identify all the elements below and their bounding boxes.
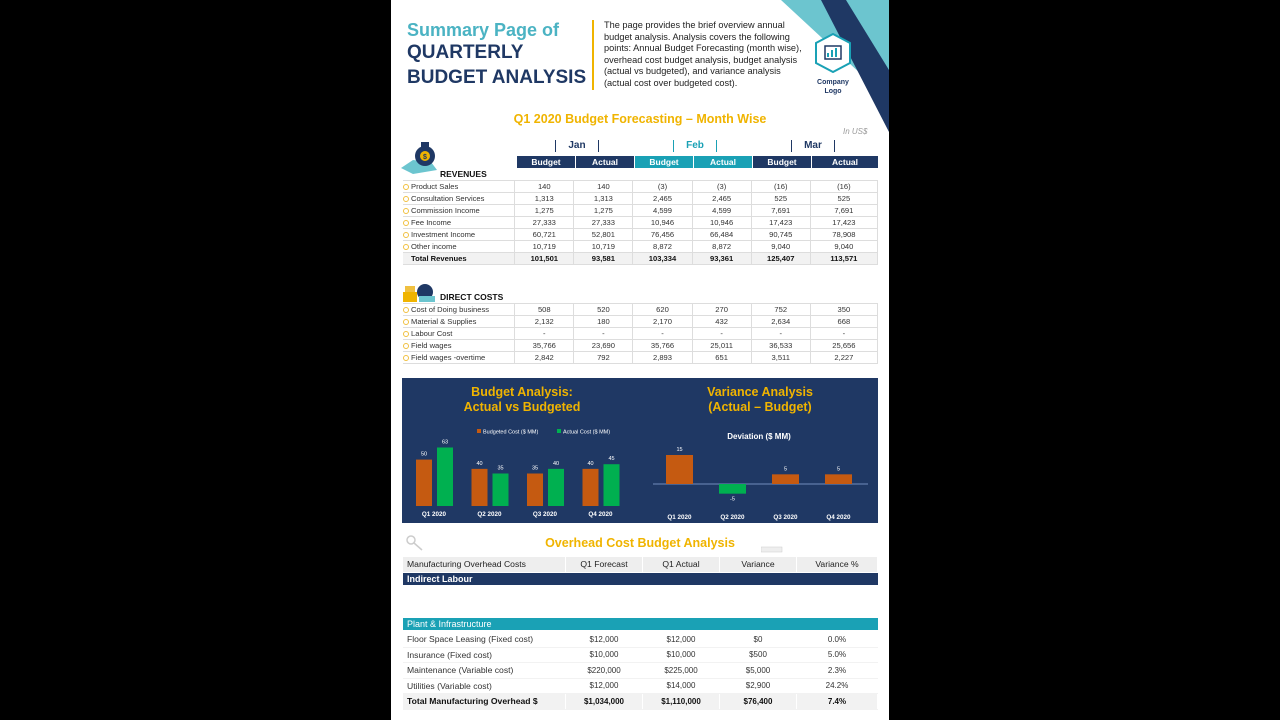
overhead-row-label: Floor Space Leasing (Fixed cost) [403,632,566,647]
row-label: Labour Cost [403,328,515,340]
bar-actual [548,469,564,506]
row-value: 2,132 [515,316,574,328]
overhead-row-value: $76,400 [720,694,797,710]
row-value: 52,801 [574,229,633,241]
row-label: Consultation Services [403,193,515,205]
x-tick-label: Q3 2020 [532,511,558,518]
row-value: - [751,328,810,340]
legend-label: Actual Cost ($ MM) [563,429,611,436]
row-value: 90,745 [751,229,810,241]
month-jan: Jan [555,140,599,152]
row-value: (3) [633,181,692,193]
legend-swatch [477,429,481,433]
row-value: 752 [751,304,810,316]
col-mar-budget: Budget [753,156,811,168]
row-value: 4,599 [633,205,692,217]
table-row [403,340,878,352]
overhead-row-label: Total Manufacturing Overhead $ [403,694,566,710]
variance-data-label: 15 [676,447,683,453]
title-line-1: Summary Page of [407,20,560,40]
bar-data-label: 40 [552,460,560,467]
bar-data-label: 35 [497,465,504,472]
row-label: Field wages [403,340,515,352]
overhead-row-label: Utilities (Variable cost) [403,678,566,694]
row-value: 432 [692,316,751,328]
row-value: 27,333 [574,217,633,229]
col-jan-budget: Budget [517,156,575,168]
unit-note: In US$ [843,127,868,136]
overhead-row-value: $12,000 [643,632,720,647]
bar-actual [493,474,509,507]
row-value: 2,170 [633,316,692,328]
row-label: Material & Supplies [403,316,515,328]
overhead-title: Overhead Cost Budget Analysis [545,536,735,550]
row-label: Cost of Doing business [403,304,515,316]
x-tick-label: Q4 2020 [826,514,851,521]
row-value: - [633,328,692,340]
overhead-row-value: $1,034,000 [566,694,643,710]
x-tick-label: Q2 2020 [720,514,745,521]
col-jan-actual: Actual [576,156,634,168]
row-value: 4,599 [692,205,751,217]
row-value: 10,719 [574,241,633,253]
row-value: 76,456 [633,229,692,241]
row-value: 8,872 [633,241,692,253]
title-divider [592,20,594,90]
row-value: - [515,328,574,340]
row-value: 101,501 [515,253,574,265]
row-value: 35,766 [633,340,692,352]
row-value: 103,334 [633,253,692,265]
overhead-row-value: $12,000 [566,678,643,694]
bar-budgeted [527,474,543,507]
row-value: 113,571 [810,253,877,265]
row-value: 2,465 [633,193,692,205]
logo-text-line-2: Logo [824,88,842,95]
row-value: 270 [692,304,751,316]
row-value: 2,634 [751,316,810,328]
row-value: 10,946 [692,217,751,229]
overhead-row-value: 0.0% [797,632,878,647]
row-value: 8,872 [692,241,751,253]
overhead-row-value: 7.4% [797,694,878,710]
row-value: 2,842 [515,352,574,364]
x-tick-label: Q2 2020 [477,511,502,518]
overhead-row-value: $14,000 [643,678,720,694]
row-value: 668 [810,316,877,328]
variance-subtitle: Deviation ($ MM) [727,432,791,441]
row-label: Fee Income [403,217,515,229]
overhead-row-label: Maintenance (Variable cost) [403,663,566,679]
bar-data-label: 35 [531,465,539,472]
bar-budgeted [583,469,599,506]
overhead-row [403,663,878,679]
company-logo-icon [813,33,853,73]
row-value: 25,011 [692,340,751,352]
overhead-row-value: $2,900 [720,678,797,694]
row-value: 10,719 [515,241,574,253]
overhead-row [403,678,878,694]
variance-bar [772,474,799,484]
x-tick-label: Q4 2020 [588,511,613,518]
row-value: 525 [751,193,810,205]
logo-text-line-1: Company [817,79,849,86]
variance-bar [719,484,746,494]
row-label: Investment Income [403,229,515,241]
intro-text: The page provides the brief overview annual budget analysis. Analysis covers the following points: Annual Budget Forecasting (month wise), overhead cost budget analysis, budget analysis (actual vs budgeted), and variance analysis (actual cost over budgeted cost). [604,20,802,88]
col-feb-budget: Budget [635,156,693,168]
overhead-row-value: $1,110,000 [643,694,720,710]
row-value: 180 [574,316,633,328]
row-label: Total Revenues [403,253,515,265]
revenues-heading: REVENUES [440,169,487,179]
overhead-row-value: $500 [720,647,797,663]
bar-data-label: 40 [587,460,594,467]
bar-budgeted [416,460,432,506]
table-row [403,316,878,328]
legend-swatch [557,429,561,433]
month-feb: Feb [673,140,717,152]
ruler-icon [761,546,783,554]
variance-data-label: 5 [836,466,841,473]
variance-bar [666,455,693,484]
row-value: 17,423 [810,217,877,229]
overhead-row-value: 24.2% [797,678,878,694]
row-value: 2,465 [692,193,751,205]
direct-costs-heading: DIRECT COSTS [440,292,504,302]
overhead-header-table [403,557,878,572]
row-value: 10,946 [633,217,692,229]
total-row [403,253,878,265]
table-row [403,229,878,241]
title-line-3: BUDGET ANALYSIS [407,67,587,88]
budget-chart-title-line-2: Actual vs Budgeted [463,400,581,414]
money-bag-icon [401,138,437,176]
row-value: 93,581 [574,253,633,265]
row-label: Other income [403,241,515,253]
overhead-row [403,632,878,647]
direct-costs-table [403,303,878,364]
overhead-row-value: 2.3% [797,663,878,679]
overhead-col-variance: Variance [720,557,797,572]
table-row [403,205,878,217]
row-value: 1,275 [574,205,633,217]
row-value: 2,227 [810,352,877,364]
row-value: 1,313 [574,193,633,205]
variance-chart-title-line-1: Variance Analysis [707,385,813,399]
row-label: Product Sales [403,181,515,193]
title-line-2: QUARTERLY [407,42,524,63]
svg-text:$: $ [423,154,427,161]
variance-data-label: 5 [783,466,788,473]
overhead-row-value: $10,000 [643,647,720,663]
row-value: 35,766 [515,340,574,352]
revenues-table [403,180,878,265]
month-mar: Mar [791,140,835,152]
company-logo-text [805,78,861,96]
bar-data-label: 45 [608,456,615,463]
variance-bar [825,474,852,484]
bar-data-label: 50 [420,451,428,458]
row-value: 525 [810,193,877,205]
bar-budgeted [472,469,488,506]
overhead-row-value: 5.0% [797,647,878,663]
row-value: 66,484 [692,229,751,241]
row-value: 36,533 [751,340,810,352]
variance-data-label: -5 [730,496,735,503]
bar-data-label: 40 [476,460,483,467]
overhead-row-value: $0 [720,632,797,647]
row-value: 620 [633,304,692,316]
row-value: 93,361 [692,253,751,265]
row-value: 23,690 [574,340,633,352]
bar-data-label: 63 [441,439,449,446]
row-value: 140 [515,181,574,193]
row-value: 651 [692,352,751,364]
overhead-row-value: $220,000 [566,663,643,679]
forecast-title: Q1 2020 Budget Forecasting – Month Wise [513,112,767,126]
plant-infrastructure-table [403,632,878,710]
coins-stack-icon [401,278,437,304]
overhead-col-forecast: Q1 Forecast [566,557,643,572]
chart-panel [402,378,878,523]
row-value: 25,656 [810,340,877,352]
row-value: 1,275 [515,205,574,217]
overhead-col-label: Manufacturing Overhead Costs [403,557,566,572]
indirect-labour-band: Indirect Labour [403,573,878,585]
row-value: (3) [692,181,751,193]
overhead-row-value: $12,000 [566,632,643,647]
bar-actual [604,464,620,506]
row-value: 1,313 [515,193,574,205]
table-row [403,352,878,364]
row-value: 3,511 [751,352,810,364]
row-value: 140 [574,181,633,193]
col-feb-actual: Actual [694,156,752,168]
plant-infrastructure-band: Plant & Infrastructure [403,618,878,630]
overhead-row [403,647,878,663]
row-value: 27,333 [515,217,574,229]
table-row [403,193,878,205]
row-value: 2,893 [633,352,692,364]
row-value: 7,691 [751,205,810,217]
overhead-total-row [403,694,878,710]
row-value: - [574,328,633,340]
row-value: - [810,328,877,340]
row-value: 60,721 [515,229,574,241]
table-row [403,181,878,193]
row-value: (16) [751,181,810,193]
x-tick-label: Q1 2020 [421,511,447,518]
document-page [391,0,889,720]
row-value: 9,040 [810,241,877,253]
row-value: (16) [810,181,877,193]
table-row [403,217,878,229]
overhead-row-value: $5,000 [720,663,797,679]
table-row [403,241,878,253]
overhead-col-variance-pct: Variance % [797,557,878,572]
x-tick-label: Q3 2020 [773,514,798,521]
overhead-row-label: Insurance (Fixed cost) [403,647,566,663]
overhead-col-actual: Q1 Actual [643,557,720,572]
overhead-row-value: $10,000 [566,647,643,663]
overhead-row-value: $225,000 [643,663,720,679]
charts-svg [402,378,878,523]
row-value: 78,908 [810,229,877,241]
row-label: Commission Income [403,205,515,217]
table-row [403,328,878,340]
row-value: 792 [574,352,633,364]
row-value: 9,040 [751,241,810,253]
variance-chart-title-line-2: (Actual – Budget) [708,400,812,414]
legend-label: Budgeted Cost ($ MM) [483,429,539,436]
row-label: Field wages -overtime [403,352,515,364]
row-value: 125,407 [751,253,810,265]
row-value: 17,423 [751,217,810,229]
x-tick-label: Q1 2020 [667,514,692,521]
row-value: 350 [810,304,877,316]
bar-actual [437,448,453,507]
row-value: 520 [574,304,633,316]
budget-chart-title-line-1: Budget Analysis: [471,385,573,399]
col-mar-actual: Actual [812,156,878,168]
row-value: - [692,328,751,340]
row-value: 508 [515,304,574,316]
table-row [403,304,878,316]
row-value: 7,691 [810,205,877,217]
